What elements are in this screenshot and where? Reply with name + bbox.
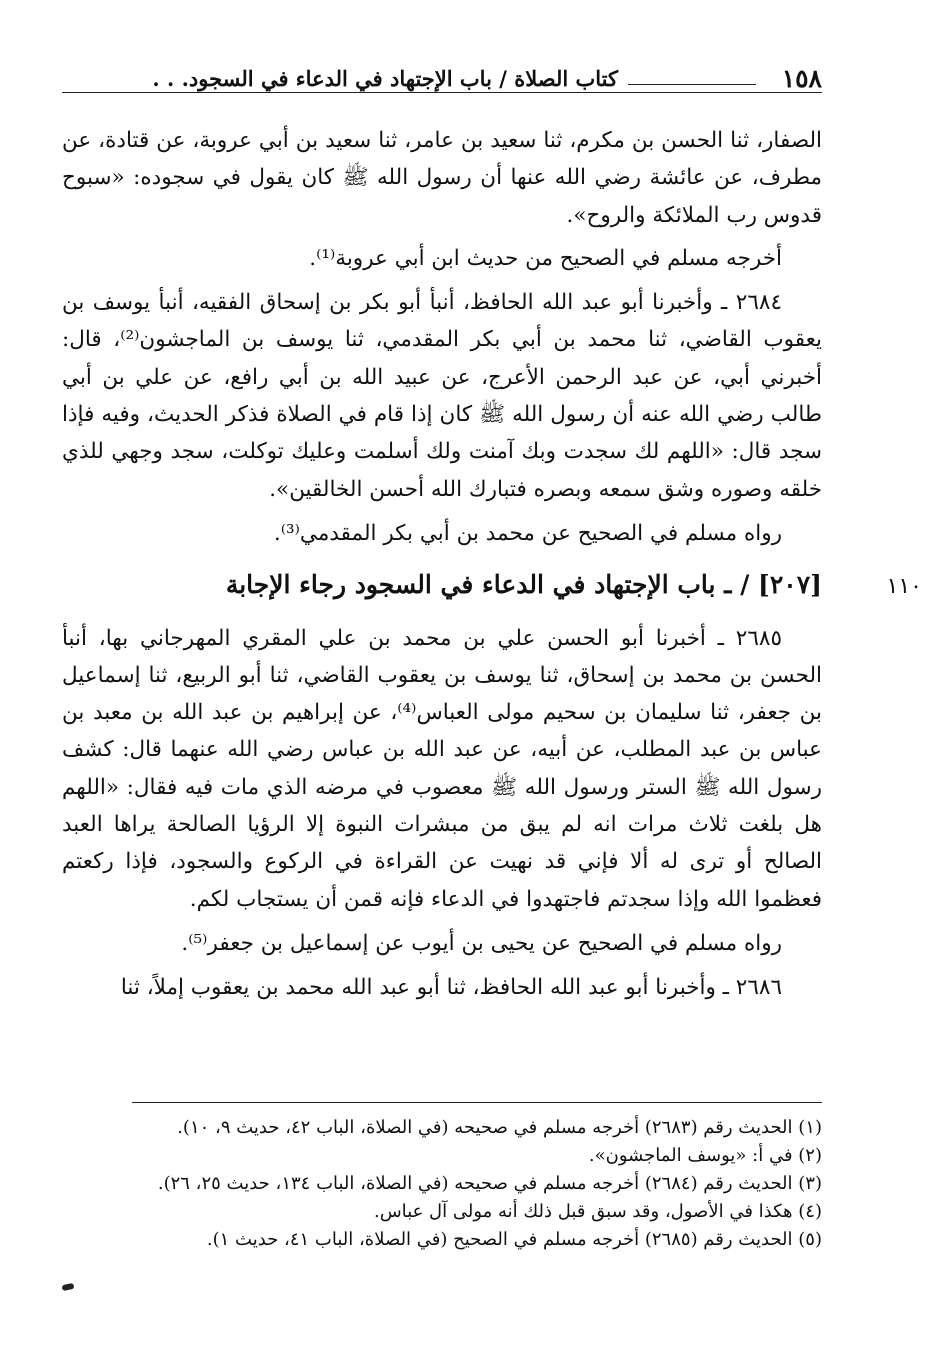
footnote-rule xyxy=(132,1102,822,1103)
footnote-5: (٥) الحديث رقم (٢٦٨٥) أخرجه مسلم في الصحيح (في الصلاة، الباب ٤١، حديث ١). xyxy=(206,1229,822,1250)
page-header xyxy=(62,62,822,102)
hadith-2684: ٢٦٨٤ ـ وأخبرنا أبو عبد الله الحافظ، أنبأ أبو بكر بن إسحاق الفقيه، أنبأ يوسف بن يعقوب القاضي، ثنا محمد بن أبي بكر المقدمي، ثنا يوسف بن الماجشون⁽²⁾، قال: أخبرني أبي، عن عبد الرحمن الأعرج، عن عبيد الله بن أبي رافع، عن علي بن أبي طالب رضي الله عنه أن رسول الله ﷺ كان إذا قام في الصلاة فذكر الحديث، وفيه فإذا سجد قال: «اللهم لك سجدت وبك آمنت ولك أسلمت وعليك توكلت، سجد وجهي للذي خلقه وصوره وشق سمعه وبصره فتبارك الله أحسن الخالقين». xyxy=(62,290,822,502)
paragraph-takhrij-3: رواه مسلم في الصحيح عن يحيى بن أيوب عن إسماعيل بن جعفر⁽⁵⁾. xyxy=(181,930,782,956)
footnote-2: (٢) في أ: «يوسف الماجشون». xyxy=(588,1145,822,1166)
hadith-2685: ٢٦٨٥ ـ أخبرنا أبو الحسن علي بن محمد بن علي المقري المهرجاني بها، أنبأ الحسن بن محمد بن إسحاق، ثنا يوسف بن يعقوب القاضي، ثنا أبو الربيع، ثنا إسماعيل بن جعفر، ثنا سليمان بن سحيم مولى العباس⁽⁴⁾، عن إبراهيم بن عبد الله بن معبد بن عباس بن عبد المطلب، عن أبيه، عن عبد الله بن عباس رضي الله عنهما قال: كشف رسول الله ﷺ الستر ورسول الله ﷺ معصوب في مرضه الذي مات فيه فقال: «اللهم هل بلغت ثلاث مرات انه لم يبق من مبشرات النبوة إلا الرؤيا الصالحة يراها العبد الصالح أو ترى له ألا فإني قد نهيت عن القراءة في الركوع والسجود، فإذا ركعتم فعظموا الله وإذا سجدتم فاجتهدوا في الدعاء فإنه قمن أن يستجاب لكم. xyxy=(62,625,822,912)
header-rule-short xyxy=(628,84,756,85)
chapter-heading xyxy=(62,566,922,603)
paragraph-takhrij-2: رواه مسلم في الصحيح عن محمد بن أبي بكر المقدمي⁽³⁾. xyxy=(273,520,782,546)
footnote-1: (١) الحديث رقم (٢٦٨٣) أخرجه مسلم في صحيحه (في الصلاة، الباب ٤٢، حديث ٩، ١٠). xyxy=(177,1117,822,1138)
header-rule xyxy=(62,92,822,93)
chapter-heading-text: [٢٠٧] / ـ باب الإجتهاد في الدعاء في السجود رجاء الإجابة xyxy=(225,570,822,600)
paragraph-takhrij-1: أخرجه مسلم في الصحيح من حديث ابن أبي عروبة⁽¹⁾. xyxy=(309,245,782,271)
margin-folio-number: ١١٠ xyxy=(886,574,922,600)
footnotes xyxy=(90,1114,822,1254)
page-number: ١٥٨ xyxy=(781,64,822,93)
running-title: كتاب الصلاة / باب الإجتهاد في الدعاء في السجود. . . xyxy=(152,66,618,91)
footnote-3: (٣) الحديث رقم (٢٦٨٤) أخرجه مسلم في صحيحه (في الصلاة، الباب ١٣٤، حديث ٢٥، ٢٦). xyxy=(157,1173,822,1194)
main-text xyxy=(62,122,922,1014)
paragraph-continuation: الصفار، ثنا الحسن بن مكرم، ثنا سعيد بن عامر، ثنا سعيد بن أبي عروبة، عن قتادة، عن مطرف، عن عائشة رضي الله عنها أن رسول الله ﷺ كان يقول في سجوده: «سبوح قدوس رب الملائكة والروح». xyxy=(62,128,822,228)
footnote-4: (٤) هكذا في الأصول، وقد سبق قبل ذلك أنه مولى آل عباس. xyxy=(373,1201,822,1222)
hadith-2686: ٢٦٨٦ ـ وأخبرنا أبو عبد الله الحافظ، ثنا أبو عبد الله محمد بن يعقوب إملاً، ثنا xyxy=(120,975,782,1001)
ink-mark xyxy=(62,1283,75,1291)
